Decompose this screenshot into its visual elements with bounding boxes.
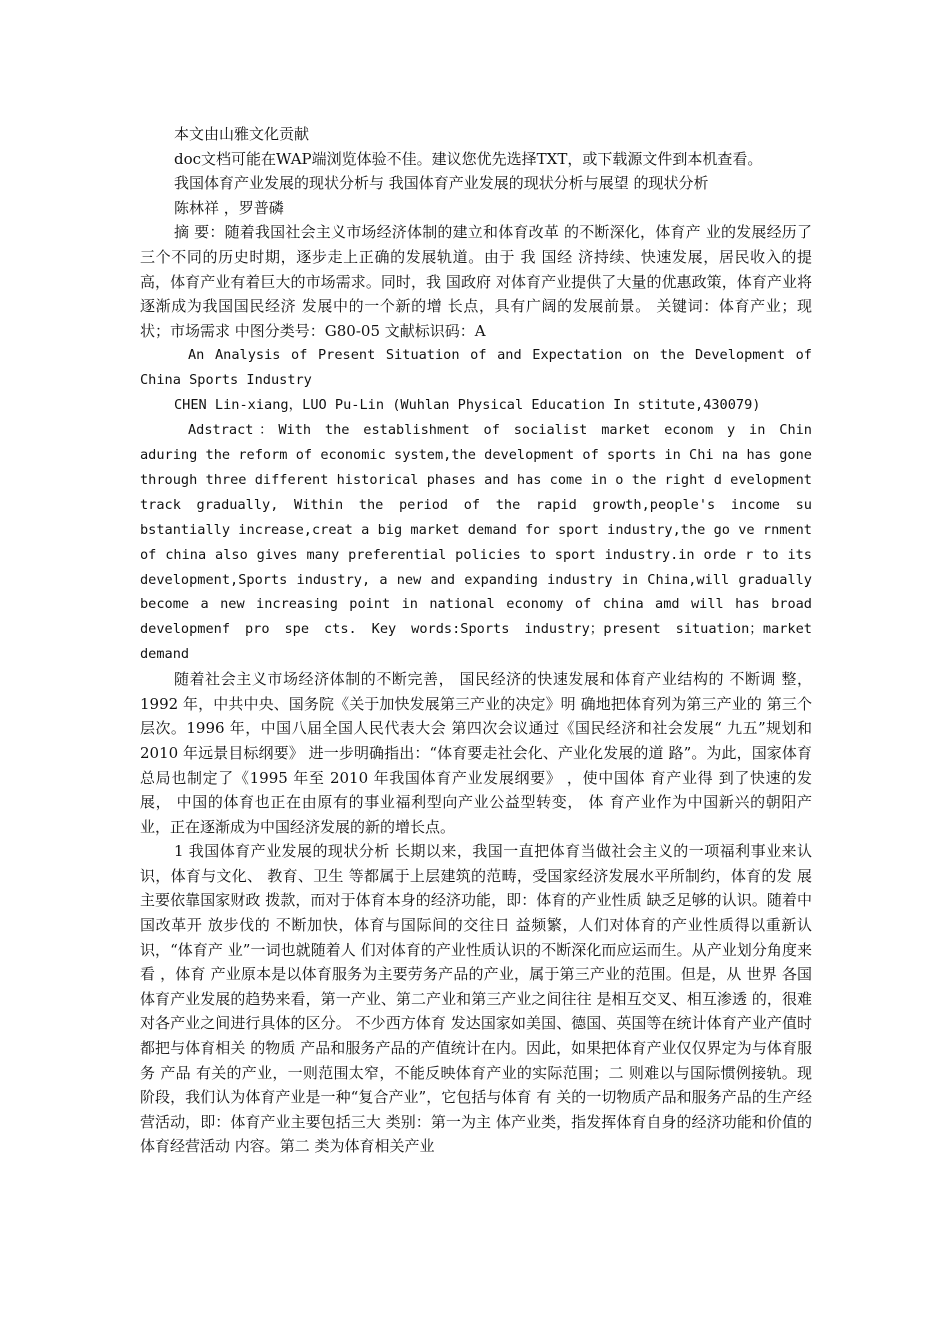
body-paragraph-2: 1 我国体育产业发展的现状分析 长期以来，我国一直把体育当做社会主义的一项福利事业来认识，体育与文化、 教育、卫生 等都属于上层建筑的范畴，受国家经济发展水平所制约，体育的发 展主要依靠国家财政 拨款，而对于体育本身的经济功能，即：体育的产业性质 缺乏足够的认识。随着中国改革开 放步伐的 不断加快，体育与国际间的交往日 益频繁，人们对体育的产业性质得以重新认识，“体育产 业”一词也就随着人 们对体育的产业性质认识的不断深化而应运而生。从产业划分角度来看 ，体育 产业原本是以体育服务为主要劳务产品的产业，属于第三产业的范围。但是，从 世界 各国体育产业发展的趋势来看，第一产业、第二产业和第三产业之间往往 是相互交叉、相互渗透 的，很难对各产业之间进行具体的区分。 不少西方体育 发达国家如美国、德国、英国等在统计体育产业产值时都把与体育相关 的物质 产品和服务产品的产值统计在内。因此，如果把体育产业仅仅界定为与体育服务 产品 有关的产业，一则范围太窄，不能反映体育产业的实际范围；二 则难以与国际惯例接轨。现阶段，我们认为体育产业是一种“复合产业”，它包括与体育 有 关的一切物质产品和服务产品的生产经营活动，即：体育产业主要包括三大 类别：第一为主 体产业类，指发挥体育自身的经济功能和价值的体育经营活动 内容。第二 类为体育相关产业: [140, 842, 812, 1156]
authors-cn: 陈林祥 ，罗普磷: [174, 198, 284, 217]
document-title: 我国体育产业发展的现状分析与 我国体育产业发展的现状分析与展望 的现状分析: [174, 174, 709, 193]
body-paragraph-1: 随着社会主义市场经济体制的不断完善， 国民经济的快速发展和体育产业结构的 不断调 整， 1992 年，中共中央、国务院《关于加快发展第三产业的决定》明 确地把体育列为第三产业的 第三个层次。1996 年，中国八届全国人民代表大会 第四次会议通过《国民经济和社会发展“ 九五”规划和 2010 年远景目标纲要》 进一步明确指出：“体育要走社会化、产业化发展的道 路”。为此，国家体育 总局也制定了《1995 年至 2010 年我国体育产业发展纲要》 ，使中国体 育产业得 到了快速的发展， 中国的体育也正在由原有的事业福利型向产业公益型转变， 体 育产业作为中国新兴的朝阳产业，正在逐渐成为中国经济发展的新的增长点。: [140, 670, 812, 836]
document-page: [140, 122, 812, 1159]
english-title: An Analysis of Present Situation of and Expectation on the Development of China Sports Industry: [140, 347, 812, 389]
english-authors: CHEN Lin-xiang，LUO Pu-Lin (Wuhlan Physical Education In stitute,430079): [174, 397, 761, 414]
contributor-line: 本文由山雅文化贡献: [174, 125, 310, 143]
abstract-cn: 摘 要：随着我国社会主义市场经济体制的建立和体育改革 的不断深化，体育产 业的发展经历了三个不同的历史时期，逐步走上正确的发展轨道。由于 我 国经 济持续、快速发展，居民收入的提高，体育产业有着巨大的市场需求。同时，我 国政府 对体育产业提供了大量的优惠政策，体育产业将逐渐成为我国国民经济 发展中的一个新的增 长点，具有广阔的发展前景。 关键词：体育产业；现状；市场需求 中图分类号：G80-05 文献标识码：A: [140, 223, 812, 340]
english-abstract: Adstract：With the establishment of socialist market econom y in Chin aduring the reform of economic system,the development of sports in Chi na has gone through three different historical phases and has come in o the right d evelopment track gradually, Within the period of the rapid growth,people's income su bstantially increase,creat a big market demand for sport industry,the go ve rnment of china also gives many preferential policies to sport industry.in orde r to its development,Sports industry, a new and expanding industry in China,will gradually become a new increasing point in national economy of china amd will has broad developmenf pro spe cts. Key words:Sports industry；present situation；market demand: [140, 422, 812, 663]
wap-notice: doc文档可能在WAP端浏览体验不佳。建议您优先选择TXT，或下载源文件到本机查看。: [174, 149, 763, 168]
